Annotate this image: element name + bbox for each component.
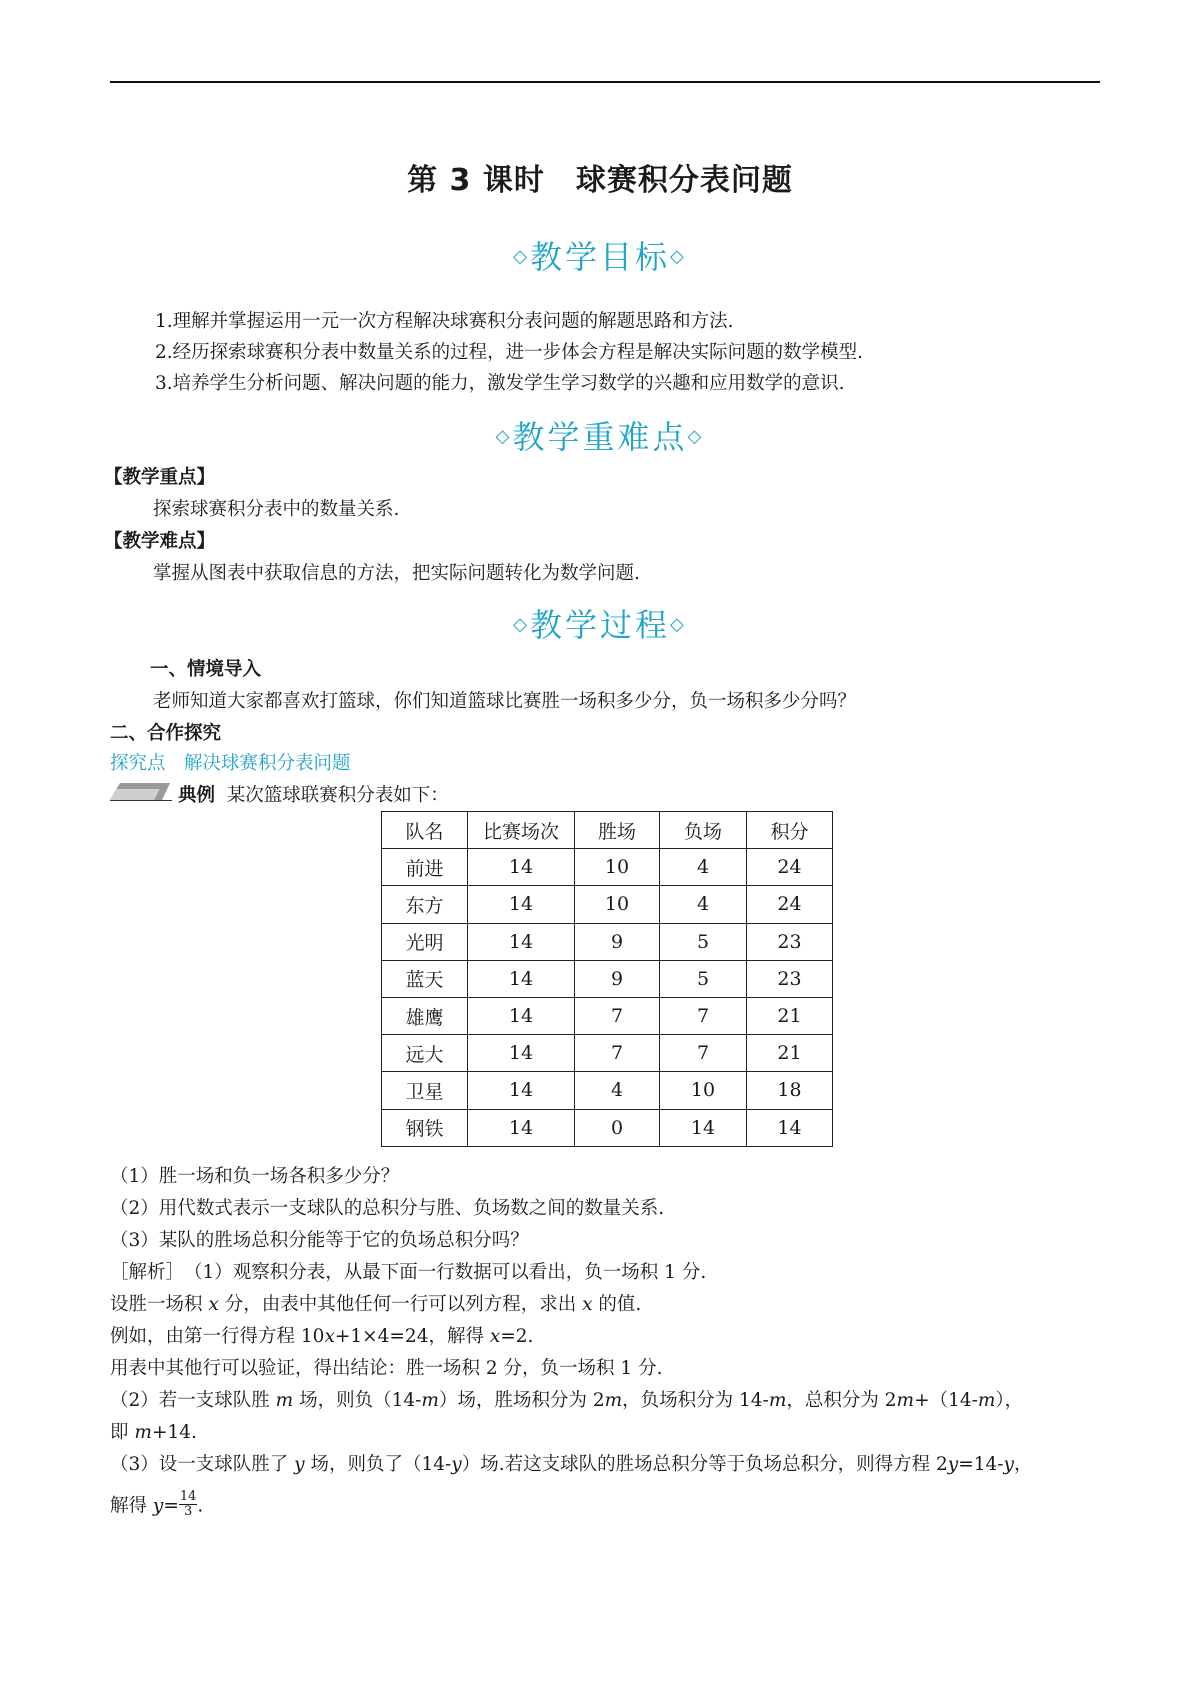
- table-cell: 14: [468, 849, 575, 886]
- table-cell: 9: [575, 923, 660, 960]
- solution-text: +（14-: [914, 1390, 978, 1411]
- table-cell: 10: [575, 886, 660, 923]
- table-cell: 光明: [382, 923, 468, 960]
- table-cell: 10: [660, 1072, 747, 1109]
- solution-line-8: [110, 1489, 204, 1521]
- column-header: 负场: [660, 812, 747, 849]
- table-cell: 4: [575, 1072, 660, 1109]
- fraction: [179, 1490, 198, 1519]
- section-heading-process-text: 教学过程: [529, 606, 670, 644]
- solution-line-2: [110, 1293, 641, 1317]
- solution-text: ，: [1014, 1454, 1033, 1475]
- variable-y: y: [1003, 1454, 1014, 1475]
- header-rule: [110, 81, 1100, 83]
- table-cell: 钢铁: [382, 1109, 468, 1146]
- table-cell: 远大: [382, 1035, 468, 1072]
- solution-text: 场，则负了（14-: [304, 1454, 452, 1475]
- intro-heading: 一、情境导入: [150, 659, 262, 680]
- variable-m: m: [896, 1390, 915, 1411]
- variable-y: y: [152, 1495, 164, 1517]
- table-cell: 4: [660, 849, 747, 886]
- solution-text: ，负场积分为 14-: [622, 1390, 769, 1411]
- fraction-denominator: 3: [183, 1504, 193, 1519]
- column-header: 胜场: [575, 812, 660, 849]
- table-row: [382, 849, 833, 886]
- diamond-icon: ◇: [687, 426, 705, 447]
- column-header: 队名: [382, 812, 468, 849]
- diamond-icon: ◇: [513, 246, 530, 267]
- solution-text: 例如，由第一行得方程 10: [110, 1326, 325, 1347]
- solution-text: 分，由表中其他任何一行可以列方程，求出: [218, 1294, 583, 1315]
- table-cell: 雄鹰: [382, 997, 468, 1034]
- solution-text: 即: [110, 1422, 135, 1443]
- table-cell: 24: [747, 886, 833, 923]
- solution-text: 的值.: [592, 1294, 642, 1315]
- variable-m: m: [604, 1390, 623, 1411]
- table-cell: 7: [575, 1035, 660, 1072]
- section-heading-goals-text: 教学目标: [529, 238, 670, 276]
- variable-y: y: [947, 1454, 959, 1475]
- solution-text: 场，则负（14-: [293, 1390, 422, 1411]
- table-cell: 14: [747, 1109, 833, 1146]
- example-line: [178, 784, 449, 808]
- solution-text: ，总积分为 2: [786, 1390, 897, 1411]
- goal-item-2: 2.经历探索球赛积分表中数量关系的过程，进一步体会方程是解决实际问题的数学模型.: [155, 342, 864, 363]
- section-heading-goals: [0, 232, 1200, 278]
- diamond-icon: ◇: [495, 426, 513, 447]
- solution-text: ），: [995, 1390, 1024, 1411]
- solution-text: （3）设一支球队胜了: [110, 1454, 295, 1475]
- table-cell: 14: [468, 1072, 575, 1109]
- variable-m: m: [977, 1390, 996, 1411]
- variable-m: m: [134, 1422, 152, 1443]
- table-cell: 14: [660, 1109, 747, 1146]
- table-row: [382, 1109, 833, 1146]
- section-heading-process: [0, 600, 1200, 646]
- goal-item-3: 3.培养学生分析问题、解决问题的能力，激发学生学习数学的兴趣和应用数学的意识.: [155, 373, 845, 394]
- column-header: 积分: [747, 812, 833, 849]
- table-row: [382, 1035, 833, 1072]
- table-cell: 14: [468, 1035, 575, 1072]
- table-cell: 10: [575, 849, 660, 886]
- solution-line-7: [110, 1453, 1033, 1477]
- diamond-icon: ◇: [670, 246, 687, 267]
- table-cell: 7: [660, 997, 747, 1034]
- solution-line-1: [110, 1261, 706, 1285]
- table-cell: 5: [660, 960, 747, 997]
- score-table: [381, 811, 833, 1147]
- variable-x: x: [208, 1294, 219, 1315]
- table-cell: 4: [660, 886, 747, 923]
- table-cell: 14: [468, 997, 575, 1034]
- goal-item-1: 1.理解并掌握运用一元一次方程解决球赛积分表问题的解题思路和方法.: [155, 311, 734, 332]
- table-cell: 卫星: [382, 1072, 468, 1109]
- intro-text: 老师知道大家都喜欢打篮球，你们知道篮球比赛胜一场积多少分，负一场积多少分吗？: [153, 691, 857, 712]
- difficulty-label: 【教学难点】: [104, 531, 216, 552]
- variable-x: x: [489, 1326, 501, 1347]
- table-row: [382, 960, 833, 997]
- table-cell: 7: [660, 1035, 747, 1072]
- diamond-icon: ◇: [670, 614, 687, 635]
- solution-text: =: [163, 1495, 179, 1517]
- table-cell: 24: [747, 849, 833, 886]
- table-header-row: [382, 812, 833, 849]
- example-label: 典例: [178, 785, 216, 806]
- table-cell: 14: [468, 960, 575, 997]
- table-cell: 0: [575, 1109, 660, 1146]
- solution-label: ［解析］: [110, 1262, 175, 1283]
- variable-m: m: [275, 1390, 294, 1411]
- table-cell: 21: [747, 1035, 833, 1072]
- solution-text: （2）若一支球队胜: [110, 1390, 276, 1411]
- solution-line-5: [110, 1389, 1023, 1413]
- solution-text: =14-: [958, 1454, 1004, 1475]
- table-cell: 9: [575, 960, 660, 997]
- diamond-icon: ◇: [513, 614, 530, 635]
- solution-line-6: [110, 1421, 197, 1445]
- fraction-numerator: 14: [179, 1489, 197, 1504]
- focus-text: 探索球赛积分表中的数量关系.: [153, 499, 400, 520]
- question-1: （1）胜一场和负一场各积多少分？: [110, 1166, 400, 1187]
- explore-point: 探究点 解决球赛积分表问题: [110, 753, 351, 774]
- table-cell: 蓝天: [382, 960, 468, 997]
- variable-y: y: [294, 1454, 305, 1475]
- solution-text: 设胜一场积: [110, 1294, 209, 1315]
- solution-text: +14.: [151, 1422, 197, 1443]
- solution-line-4: 用表中其他行可以验证，得出结论：胜一场积 2 分，负一场积 1 分.: [110, 1358, 663, 1379]
- variable-x: x: [324, 1326, 335, 1347]
- solution-text: .: [197, 1495, 204, 1517]
- table-cell: 14: [468, 1109, 575, 1146]
- table-cell: 18: [747, 1072, 833, 1109]
- solution-text: 解得: [110, 1495, 153, 1517]
- table-cell: 5: [660, 923, 747, 960]
- explore-heading: 二、合作探究: [110, 723, 222, 744]
- focus-label: 【教学重点】: [104, 467, 216, 488]
- section-heading-key-points: [0, 412, 1200, 458]
- question-3: （3）某队的胜场总积分能等于它的负场总积分吗？: [110, 1230, 529, 1251]
- solution-text: ）场.若这支球队的胜场总积分等于负场总积分，则得方程 2: [461, 1454, 948, 1475]
- table-cell: 21: [747, 997, 833, 1034]
- solution-line-3: [110, 1325, 533, 1349]
- table-row: [382, 1072, 833, 1109]
- variable-y: y: [451, 1454, 462, 1475]
- section-heading-key-points-text: 教学重难点: [512, 418, 688, 456]
- table-cell: 7: [575, 997, 660, 1034]
- difficulty-text: 掌握从图表中获取信息的方法，把实际问题转化为数学问题.: [153, 563, 640, 584]
- table-cell: 23: [747, 923, 833, 960]
- table-cell: 14: [468, 886, 575, 923]
- table-row: [382, 886, 833, 923]
- solution-text: ）场，胜场积分为 2: [438, 1390, 605, 1411]
- table-row: [382, 997, 833, 1034]
- column-header: 比赛场次: [468, 812, 575, 849]
- variable-x: x: [582, 1294, 593, 1315]
- table-cell: 前进: [382, 849, 468, 886]
- example-ribbon-icon: [110, 781, 172, 801]
- example-text: 某次篮球联赛积分表如下：: [226, 785, 449, 806]
- question-2: （2）用代数式表示一支球队的总积分与胜、负场数之间的数量关系.: [110, 1198, 665, 1219]
- table-cell: 23: [747, 960, 833, 997]
- page-title: 第 3 课时 球赛积分表问题: [407, 163, 793, 198]
- variable-m: m: [768, 1390, 787, 1411]
- table-cell: 东方: [382, 886, 468, 923]
- variable-m: m: [421, 1390, 439, 1411]
- solution-text: =2.: [500, 1326, 534, 1347]
- solution-text: （1）观察积分表，从最下面一行数据可以看出，负一场积 1 分.: [174, 1262, 707, 1283]
- solution-text: +1×4=24，解得: [334, 1326, 490, 1347]
- table-row: [382, 923, 833, 960]
- table-cell: 14: [468, 923, 575, 960]
